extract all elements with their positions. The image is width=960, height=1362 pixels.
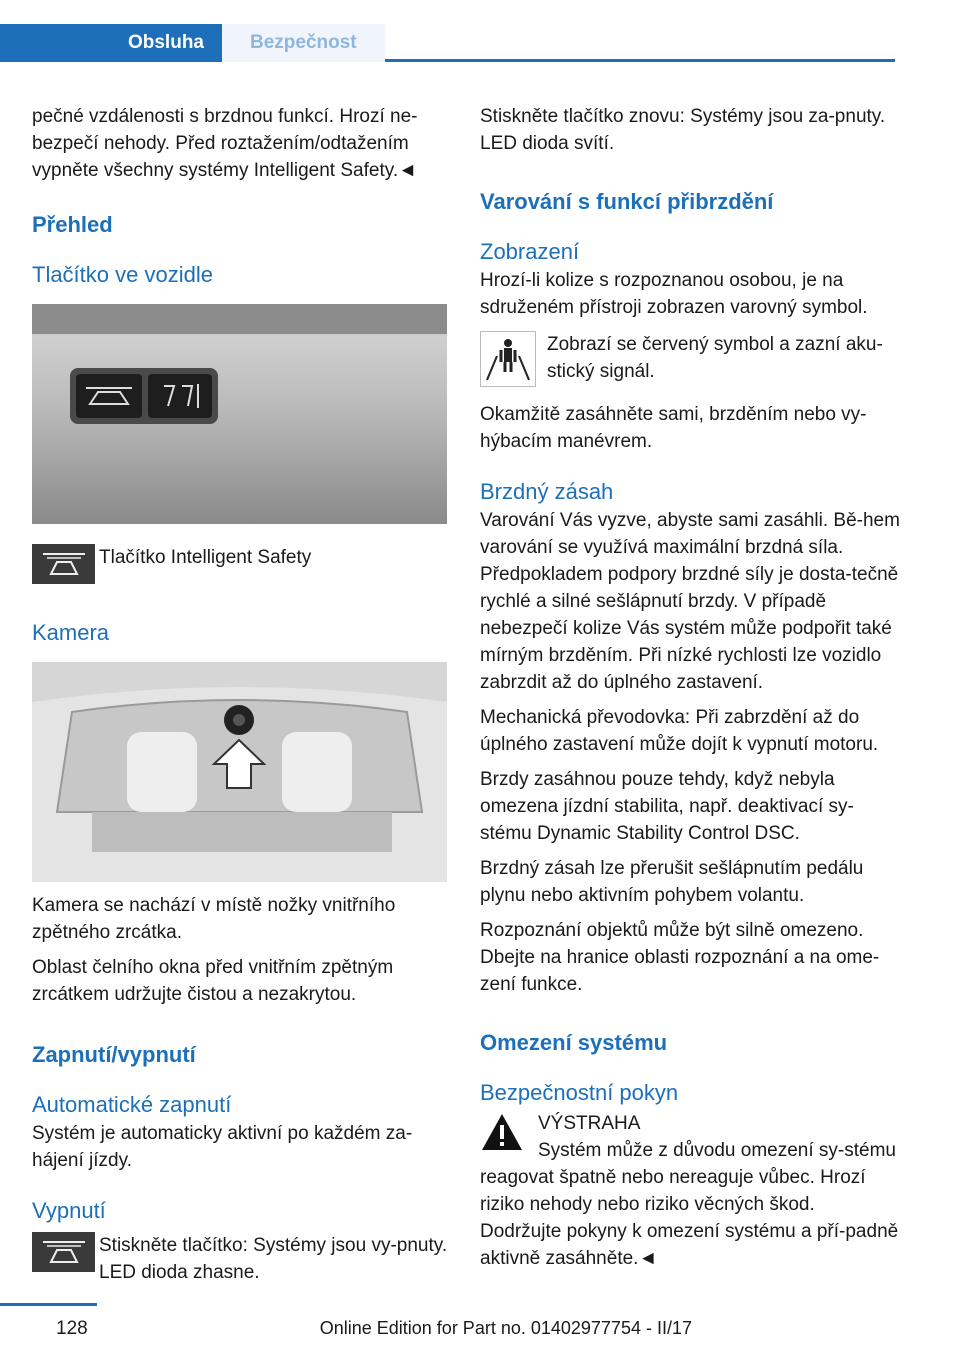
- heading-automaticke: Automatické zapnutí: [32, 1092, 232, 1117]
- heading-brzdny: Brzdný zásah: [480, 479, 614, 504]
- brzdny-paragraph-5: Rozpoznání objektů může být silně omezeno. Dbejte na hranice oblasti rozpoznání a na ome-zení funkce.: [480, 920, 880, 995]
- brzdny-paragraph-4: Brzdný zásah lze přerušit sešlápnutím pedálu plynu nebo aktivním pohybem volantu.: [480, 858, 864, 906]
- warning-title: VÝSTRAHA: [538, 1113, 641, 1134]
- footer-accent-line: [0, 1303, 97, 1306]
- vypnuti-row: [32, 1232, 452, 1286]
- button-photo: [32, 304, 447, 524]
- heading-zapnuti: Zapnutí/vypnutí: [32, 1042, 196, 1067]
- pedestrian-warning-icon: [480, 331, 536, 387]
- camera-photo: [32, 662, 447, 882]
- intro-line-3: vypněte všechny systémy Intelligent Safety.◄: [32, 160, 417, 181]
- auto-paragraph: Systém je automaticky aktivní po každém za-hájení jízdy.: [32, 1123, 413, 1171]
- heading-prehled: Přehled: [32, 212, 113, 237]
- button-caption: Tlačítko Intelligent Safety: [99, 547, 312, 568]
- heading-zobrazeni: Zobrazení: [480, 239, 580, 264]
- heading-tlacitko: Tlačítko ve vozidle: [32, 262, 213, 287]
- chapter-tabs: [0, 24, 895, 62]
- warning-text: Systém může z důvodu omezení sy-stému reagovat špatně nebo nereaguje vůbec. Hrozí riziko nehody nebo riziko věcných škod. Dodržujte pokyny k omezení systému a pří-padně aktivně zasáhněte.◄: [480, 1140, 899, 1269]
- vypnuti-text: Stiskněte tlačítko: Systémy jsou vy-pnuty. LED dioda zhasne.: [99, 1235, 448, 1283]
- heading-kamera: Kamera: [32, 620, 110, 645]
- intro-line-2: bezpečí nehody. Před roztažením/odtažením: [32, 133, 409, 154]
- zobrazeni-paragraph: Hrozí-li kolize s rozpoznanou osobou, je na sdruženém přístroji zobrazen varovný symbol.: [480, 270, 868, 318]
- brzdny-paragraph-2: Mechanická převodovka: Při zabrzdění až do úplného zastavení může dojít k vypnutí motoru.: [480, 707, 879, 755]
- intelligent-safety-button-icon: [32, 544, 95, 584]
- warning-symbol-row: [480, 331, 900, 389]
- tab-obsluha[interactable]: Obsluha: [0, 24, 222, 62]
- intelligent-safety-button-icon: [32, 1232, 95, 1272]
- intro-line-1: pečné vzdálenosti s brzdnou funkcí. Hrozí ne-: [32, 106, 418, 127]
- right-column: [480, 103, 900, 1272]
- heading-omezeni: Omezení systému: [480, 1030, 668, 1055]
- page-number: 128: [56, 1318, 88, 1339]
- heading-varovani: Varování s funkcí přibrzdění: [480, 189, 774, 214]
- heading-pokyn: Bezpečnostní pokyn: [480, 1080, 679, 1105]
- left-column: [32, 103, 452, 1286]
- brzdny-paragraph-1: Varování Vás vyzve, abyste sami zasáhli. Bě-hem varování se využívá maximální brzdná síla. Předpokladem podpory brzdné síly je dosta-tečně rychlé a silné sešlápnutí brzdy. V případě nebezpečí kolize Vás systém může podpořit také mírným brzděním. Při nízké rychlosti lze vozidlo zabrzdit až do úplného zastavení.: [480, 510, 900, 693]
- warning-triangle-icon: [480, 1112, 524, 1152]
- edition-text: Online Edition for Part no. 01402977754 - II/17: [319, 1318, 692, 1338]
- kamera-paragraph-2: Oblast čelního okna před vnitřním zpětným zrcátkem udržujte čistou a nezakrytou.: [32, 957, 394, 1005]
- right-paragraph-1: Stiskněte tlačítko znovu: Systémy jsou za-pnuty. LED dioda svítí.: [480, 106, 886, 154]
- safety-warning-block: [480, 1110, 900, 1272]
- kamera-paragraph-1: Kamera se nachází v místě nožky vnitřního zpětného zrcátka.: [32, 895, 396, 943]
- tab-bezpecnost[interactable]: Bezpečnost: [222, 24, 385, 62]
- heading-vypnuti: Vypnutí: [32, 1198, 106, 1223]
- okamzite-paragraph: Okamžitě zasáhněte sami, brzděním nebo vy-hýbacím manévrem.: [480, 404, 867, 452]
- button-caption-row: [32, 544, 452, 584]
- brzdny-paragraph-3: Brzdy zasáhnou pouze tehdy, když nebyla omezena jízdní stabilita, např. deaktivací sy-stému Dynamic Stability Control DSC.: [480, 769, 854, 844]
- warning-symbol-text: Zobrazí se červený symbol a zazní aku-stický signál.: [547, 334, 883, 382]
